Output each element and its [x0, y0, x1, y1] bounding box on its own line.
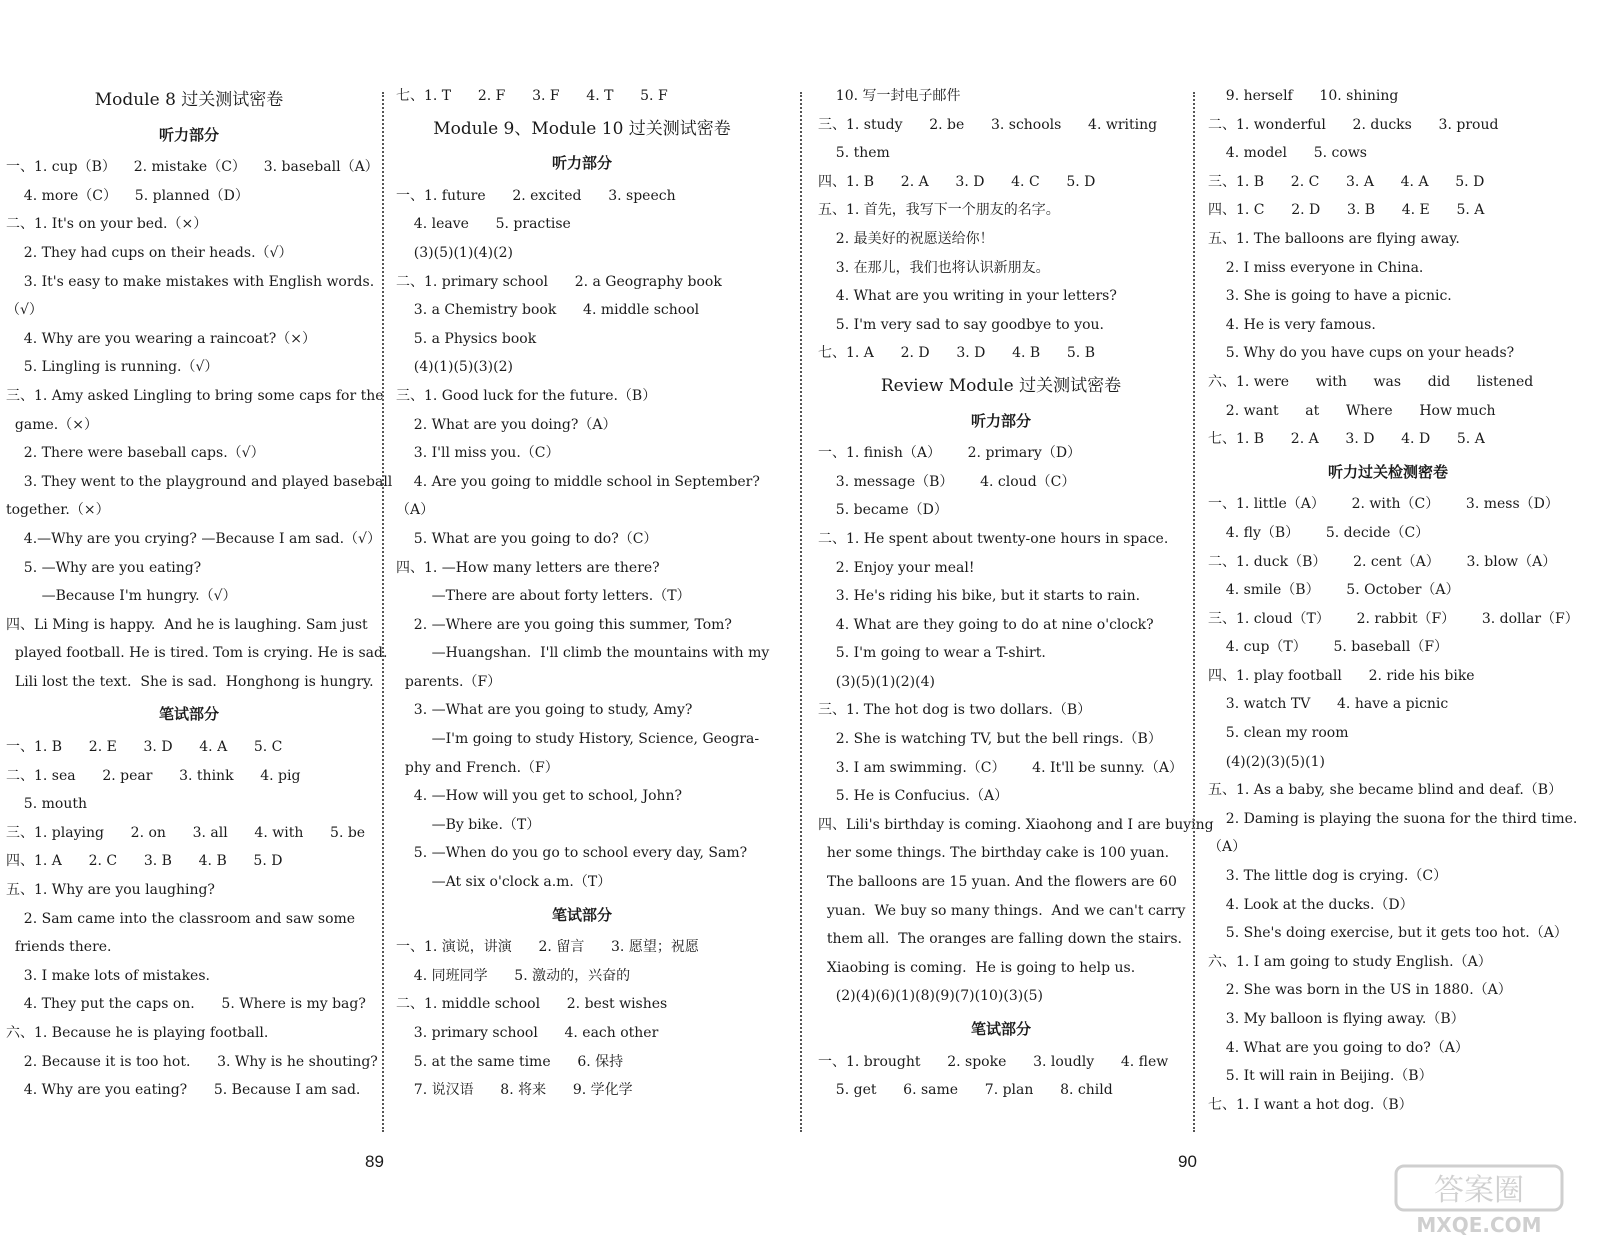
answer-line: 2. want at Where How much — [1208, 402, 1496, 419]
column-1 — [6, 82, 393, 1105]
answer-line: phy and French.（F） — [396, 759, 559, 776]
watermark-url: MXQE.COM — [1416, 1213, 1542, 1236]
section-heading: 笔试部分 — [158, 705, 219, 724]
answer-line: Xiaobing is coming. He is going to help us. — [818, 959, 1136, 976]
answer-line: 七、1. B 2. A 3. D 4. D 5. A — [1208, 431, 1485, 448]
answer-line: 3. a Chemistry book 4. middle school — [396, 302, 700, 319]
answer-line: 2. Enjoy your meal! — [818, 559, 975, 576]
answer-line: —At six o'clock a.m.（T） — [396, 874, 612, 891]
module-title: Review Module 过关测试密卷 — [880, 375, 1122, 396]
answer-line: 5. —When do you go to school every day, Sam? — [396, 845, 748, 862]
watermark-text: 答案圈 — [1434, 1173, 1524, 1208]
page-gutter — [800, 92, 802, 1132]
answer-line: 3. The little dog is crying.（C） — [1208, 868, 1448, 885]
answer-line: 5. She's doing exercise, but it gets too hot.（A） — [1208, 925, 1568, 942]
answer-line: 2. She was born in the US in 1880.（A） — [1208, 982, 1512, 999]
column-3 — [818, 82, 1214, 1105]
answer-line: 三、1. playing 2. on 3. all 4. with 5. be — [6, 824, 366, 841]
answer-line: —Huangshan. I'll climb the mountains with my — [396, 645, 770, 662]
section-heading: 听力部分 — [158, 125, 219, 144]
answer-line: 二、1. duck（B） 2. cent（A） 3. blow（A） — [1208, 553, 1557, 570]
answer-line: 2. Daming is playing the suona for the third time. — [1208, 810, 1578, 827]
answer-line: 2. Sam came into the classroom and saw some — [6, 910, 356, 927]
answer-line: them all. The oranges are falling down the stairs. — [818, 931, 1183, 948]
answer-line: (4)(1)(5)(3)(2) — [396, 359, 513, 376]
answer-line: 3. I'll miss you.（C） — [396, 445, 560, 462]
answer-line: 一、1. cup（B） 2. mistake（C） 3. baseball（A） — [6, 159, 379, 176]
answer-line: game.（×） — [6, 416, 98, 433]
answer-line: 3. He's riding his bike, but it starts to rain. — [818, 588, 1141, 605]
answer-line: —Because I'm hungry.（√） — [6, 588, 237, 605]
section-heading: 笔试部分 — [970, 1020, 1031, 1038]
answer-line: 三、1. The hot dog is two dollars.（B） — [818, 702, 1092, 719]
answer-line: 4. model 5. cows — [1208, 145, 1367, 162]
answer-line: 5. He is Confucius.（A） — [818, 788, 1009, 805]
answer-line: 四、Li Ming is happy. And he is laughing. Sam just — [6, 616, 368, 633]
answer-line: 4. Look at the ducks.（D） — [1208, 896, 1414, 913]
answer-line: 3. 在那儿，我们也将认识新朋友。 — [818, 259, 1050, 276]
section-heading: 笔试部分 — [551, 905, 612, 924]
answer-line: 2. What are you doing?（A） — [396, 416, 617, 433]
answer-line: 3. She is going to have a picnic. — [1208, 288, 1452, 305]
answer-line: 5. I'm very sad to say goodbye to you. — [818, 316, 1104, 333]
answer-line: 3. —What are you going to study, Amy? — [396, 702, 693, 719]
answer-line: 二、1. primary school 2. a Geography book — [396, 273, 722, 290]
answer-line: 7. 说汉语 8. 将来 9. 学化学 — [396, 1082, 633, 1099]
answer-line: 二、1. It's on your bed.（×） — [6, 216, 208, 233]
answer-line: 5. It will rain in Beijing.（B） — [1208, 1068, 1433, 1085]
section-heading: 听力部分 — [970, 411, 1031, 430]
answer-line: 5. —Why are you eating? — [6, 559, 202, 576]
answer-line: 4. 同班同学 5. 激动的，兴奋的 — [396, 967, 631, 984]
answer-line: 2. —Where are you going this summer, Tom? — [396, 616, 732, 633]
answer-line: 六、1. Because he is playing football. — [6, 1025, 269, 1041]
answer-line: 9. herself 10. shining — [1208, 88, 1399, 104]
answer-line: 5. clean my room — [1208, 725, 1349, 742]
answer-line: 2. 最美好的祝愿送给你！ — [818, 230, 994, 247]
answer-line: —By bike.（T） — [396, 816, 541, 833]
answer-line: 三、1. study 2. be 3. schools 4. writing — [818, 116, 1158, 133]
watermark-logo — [1394, 1164, 1564, 1236]
answer-line: 5. get 6. same 7. plan 8. child — [818, 1082, 1113, 1099]
answer-line: 4. They put the caps on. 5. Where is my bag? — [6, 996, 366, 1013]
answer-line: 4. fly（B） 5. decide（C） — [1208, 524, 1430, 541]
answer-line: 2. Because it is too hot. 3. Why is he shouting? — [6, 1053, 378, 1070]
answer-line: 七、1. T 2. F 3. F 4. T 5. F — [396, 88, 668, 104]
answer-line: 5. What are you going to do?（C） — [396, 530, 658, 547]
answer-line: (4)(2)(3)(5)(1) — [1208, 753, 1325, 770]
answer-line: 4. smile（B） 5. October（A） — [1208, 582, 1460, 599]
answer-line: 5. a Physics book — [396, 330, 537, 347]
answer-line: 六、1. I am going to study English.（A） — [1208, 953, 1492, 970]
answer-line: parents.（F） — [396, 673, 502, 690]
answer-line: 4. more（C） 5. planned（D） — [6, 187, 249, 204]
answer-line: 3. My balloon is flying away.（B） — [1208, 1011, 1465, 1027]
answer-line: 三、1. Good luck for the future.（B） — [396, 387, 657, 404]
answer-line: 5. at the same time 6. 保持 — [396, 1053, 624, 1070]
answer-line: Lili lost the text. She is sad. Honghong is hungry. — [6, 673, 374, 690]
column-divider — [382, 92, 384, 1132]
answer-line: 4. Why are you wearing a raincoat?（×） — [6, 330, 316, 347]
answer-line: 五、1. The balloons are flying away. — [1208, 230, 1460, 247]
answer-line: The balloons are 15 yuan. And the flowers are 60 — [818, 874, 1177, 891]
answer-line: 5. I'm going to wear a T-shirt. — [818, 645, 1046, 662]
answer-line: 5. Lingling is running.（√） — [6, 359, 219, 376]
answer-line: 六、1. were with was did listened — [1208, 373, 1534, 390]
answer-line: 5. mouth — [6, 796, 87, 813]
module-title: Module 8 过关测试密卷 — [94, 90, 284, 110]
section-heading: 听力过关检测密卷 — [1327, 462, 1448, 481]
section-heading: 听力部分 — [551, 154, 612, 173]
answer-line: 4. He is very famous. — [1208, 316, 1376, 333]
answer-line: 四、1. C 2. D 3. B 4. E 5. A — [1208, 202, 1485, 219]
answer-line: 三、1. B 2. C 3. A 4. A 5. D — [1208, 173, 1485, 190]
answer-line: 四、Lili's birthday is coming. Xiaohong and I are buying — [818, 816, 1214, 833]
answer-line: 3. primary school 4. each other — [396, 1025, 659, 1041]
answer-line: （A） — [1208, 839, 1247, 856]
answer-line: 4.—Why are you crying? —Because I am sad.（√） — [6, 530, 381, 547]
answer-line: 4. cup（T） 5. baseball（F） — [1208, 639, 1449, 656]
answer-line: 四、1. play football 2. ride his bike — [1208, 667, 1475, 684]
answer-line: 3. watch TV 4. have a picnic — [1208, 696, 1449, 713]
column-2 — [396, 82, 768, 1105]
answer-line: 2. She is watching TV, but the bell rings.（B） — [818, 731, 1162, 748]
answer-line: played football. He is tired. Tom is crying. He is sad. — [6, 645, 388, 662]
answer-line: —There are about forty letters.（T） — [396, 588, 691, 605]
answer-line: 二、1. sea 2. pear 3. think 4. pig — [6, 767, 301, 784]
answer-line: 4. What are they going to do at nine o'clock? — [818, 616, 1154, 633]
answer-line: 10. 写一封电子邮件 — [818, 88, 961, 104]
answer-line: 3. I make lots of mistakes. — [6, 967, 210, 984]
answer-line: 四、1. B 2. A 3. D 4. C 5. D — [818, 173, 1096, 190]
answer-line: 五、1. Why are you laughing? — [6, 882, 215, 899]
answer-line: 一、1. future 2. excited 3. speech — [396, 187, 676, 204]
answer-line: 三、1. Amy asked Lingling to bring some caps for the — [6, 387, 384, 404]
column-divider — [1193, 92, 1195, 1132]
answer-line: 一、1. finish（A） 2. primary（D） — [818, 445, 1082, 462]
answer-line: 四、1. A 2. C 3. B 4. B 5. D — [6, 853, 283, 870]
answer-line: 3. They went to the playground and played baseball — [6, 473, 393, 490]
answer-line: friends there. — [6, 939, 112, 956]
answer-line: 三、1. cloud（T） 2. rabbit（F） 3. dollar（F） — [1208, 610, 1579, 627]
answer-line: （√） — [6, 302, 43, 319]
answer-line: 3. I am swimming.（C） 4. It'll be sunny.（A） — [818, 759, 1183, 776]
answer-line: (3)(5)(1)(4)(2) — [396, 244, 513, 261]
answer-line: yuan. We buy so many things. And we can't carry — [818, 902, 1186, 919]
answer-line: 二、1. He spent about twenty-one hours in space. — [818, 530, 1169, 547]
answer-line: (2)(4)(6)(1)(8)(9)(7)(10)(3)(5) — [818, 988, 1044, 1005]
answer-line: 5. Why do you have cups on your heads? — [1208, 345, 1515, 362]
answer-line: —I'm going to study History, Science, Geogra- — [396, 731, 760, 748]
answer-line: 3. It's easy to make mistakes with English words. — [6, 273, 375, 290]
answer-line: 一、1. little（A） 2. with（C） 3. mess（D） — [1208, 496, 1559, 513]
answer-line: 二、1. wonderful 2. ducks 3. proud — [1208, 116, 1499, 133]
answer-line: 2. They had cups on their heads.（√） — [6, 244, 293, 261]
column-4 — [1208, 82, 1579, 1119]
answer-line: （A） — [396, 502, 435, 519]
answer-line: her some things. The birthday cake is 100 yuan. — [818, 845, 1170, 862]
answer-line: 4. Are you going to middle school in September? — [396, 473, 760, 490]
answer-line: 七、1. I want a hot dog.（B） — [1208, 1096, 1413, 1113]
answer-line: 2. There were baseball caps.（√） — [6, 445, 265, 462]
answer-line: together.（×） — [6, 502, 110, 519]
page-number-right: 90 — [1178, 1152, 1197, 1171]
answer-line: (3)(5)(1)(2)(4) — [818, 673, 935, 690]
answer-line: 3. message（B） 4. cloud（C） — [818, 473, 1076, 490]
answer-line: 5. became（D） — [818, 502, 948, 519]
answer-line: 二、1. middle school 2. best wishes — [396, 996, 668, 1013]
answer-line: 五、1. 首先，我写下一个朋友的名字。 — [818, 202, 1060, 219]
answer-line: 4. —How will you get to school, John? — [396, 788, 683, 805]
answer-line: 4. What are you going to do?（A） — [1208, 1039, 1469, 1056]
answer-line: 一、1. brought 2. spoke 3. loudly 4. flew — [818, 1053, 1169, 1070]
answer-line: 4. Why are you eating? 5. Because I am sad. — [6, 1082, 361, 1099]
answer-line: 4. What are you writing in your letters? — [818, 288, 1117, 305]
answer-line: 4. leave 5. practise — [396, 216, 571, 233]
answer-line: 一、1. 演说，讲演 2. 留言 3. 愿望；祝愿 — [396, 939, 699, 956]
answer-line: 七、1. A 2. D 3. D 4. B 5. B — [818, 345, 1095, 362]
answer-line: 一、1. B 2. E 3. D 4. A 5. C — [6, 739, 283, 756]
answer-line: 四、1. —How many letters are there? — [396, 559, 660, 576]
answer-line: 2. I miss everyone in China. — [1208, 259, 1424, 276]
answer-line: 5. them — [818, 145, 890, 162]
answer-line: 五、1. As a baby, she became blind and deaf.（B） — [1208, 782, 1563, 799]
page-number-left: 89 — [365, 1152, 384, 1171]
module-title: Module 9、Module 10 过关测试密卷 — [433, 118, 731, 139]
